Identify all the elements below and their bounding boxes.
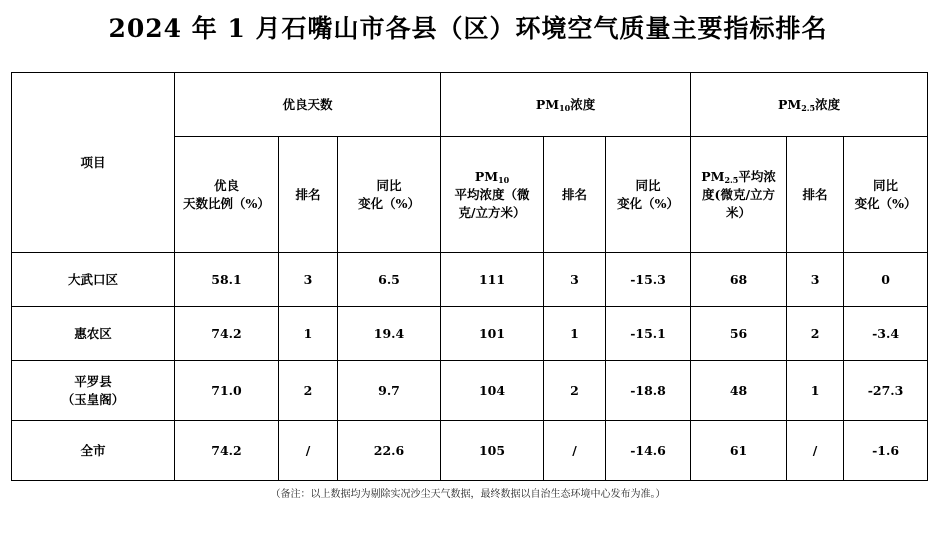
- col-pm10-yoy: [606, 137, 691, 253]
- cell-pm10-yoy: -15.3: [606, 253, 691, 307]
- row-name: 大武口区: [12, 253, 175, 307]
- col-pm10-avg: [441, 137, 544, 253]
- cell-good-yoy: 9.7: [338, 361, 441, 421]
- col-good-yoy-line2: 变化（%）: [358, 195, 420, 211]
- cell-good-ratio: 74.2: [175, 421, 279, 481]
- row-name: [12, 361, 175, 421]
- col-pm10-avg-line3: 克/立方米）: [458, 204, 526, 220]
- col-pm25-avg-tail: 平均浓: [738, 168, 776, 184]
- cell-pm10-yoy: -15.1: [606, 307, 691, 361]
- cell-good-rank: 1: [279, 307, 338, 361]
- col-pm10-avg-sub: 10: [498, 174, 510, 185]
- cell-good-ratio: 71.0: [175, 361, 279, 421]
- col-good-ratio: [175, 137, 279, 253]
- table-row: [12, 421, 928, 481]
- cell-pm10: 111: [441, 253, 544, 307]
- col-pm25-yoy: [844, 137, 928, 253]
- pm25-tail: 浓度: [815, 96, 841, 112]
- pm10-label: PM: [535, 96, 560, 112]
- cell-pm25-rank: /: [787, 421, 844, 481]
- col-good-yoy-line1: 同比: [376, 177, 402, 193]
- cell-good-ratio: 58.1: [175, 253, 279, 307]
- row-name-line1: 平罗县: [74, 373, 112, 389]
- col-pm10-yoy-line2: 变化（%）: [617, 195, 679, 211]
- pm10-tail: 浓度: [570, 96, 596, 112]
- col-pm25-avg-line2: 度(微克/立方: [702, 186, 776, 202]
- cell-pm25-yoy: -3.4: [844, 307, 928, 361]
- cell-good-rank: 3: [279, 253, 338, 307]
- row-name: 全市: [12, 421, 175, 481]
- header-group-pm10: [441, 73, 691, 137]
- cell-pm10: 104: [441, 361, 544, 421]
- cell-good-yoy: 6.5: [338, 253, 441, 307]
- cell-pm10-rank: 2: [544, 361, 606, 421]
- cell-pm25-yoy: -27.3: [844, 361, 928, 421]
- col-pm25-avg-sub: 2.5: [724, 174, 739, 185]
- table-row: [12, 361, 928, 421]
- header-group-good-days: 优良天数: [175, 73, 441, 137]
- cell-pm10-yoy: -14.6: [606, 421, 691, 481]
- page-title: 2024 年 1 月石嘴山市各县（区）环境空气质量主要指标排名: [108, 14, 828, 43]
- cell-pm10-yoy: -18.8: [606, 361, 691, 421]
- pm25-label: PM: [777, 96, 802, 112]
- table-row: [12, 307, 928, 361]
- footnote: （备注：以上数据均为剔除实况沙尘天气数据，最终数据以自治生态环境中心发布为准。）: [270, 489, 666, 500]
- col-pm25-avg: [691, 137, 787, 253]
- cell-pm10: 101: [441, 307, 544, 361]
- col-good-yoy: [338, 137, 441, 253]
- cell-pm10-rank: 3: [544, 253, 606, 307]
- cell-pm25: 61: [691, 421, 787, 481]
- col-good-rank: 排名: [279, 137, 338, 253]
- pm25-subscript: 2.5: [801, 102, 816, 113]
- cell-pm25-yoy: 0: [844, 253, 928, 307]
- row-name: 惠农区: [12, 307, 175, 361]
- cell-good-rank: /: [279, 421, 338, 481]
- col-pm25-rank: 排名: [787, 137, 844, 253]
- cell-good-yoy: 19.4: [338, 307, 441, 361]
- cell-pm25: 48: [691, 361, 787, 421]
- col-pm25-yoy-line2: 变化（%）: [854, 195, 917, 211]
- cell-pm25-rank: 1: [787, 361, 844, 421]
- col-pm25-yoy-line1: 同比: [873, 177, 899, 193]
- cell-pm10: 105: [441, 421, 544, 481]
- col-good-ratio-line1: 优良: [213, 177, 239, 193]
- col-pm25-avg-main: PM: [701, 168, 725, 184]
- cell-pm10-rank: /: [544, 421, 606, 481]
- col-pm10-avg-line2: 平均浓度（微: [454, 186, 530, 202]
- cell-pm25-rank: 2: [787, 307, 844, 361]
- cell-pm25-rank: 3: [787, 253, 844, 307]
- cell-good-ratio: 74.2: [175, 307, 279, 361]
- cell-pm25: 56: [691, 307, 787, 361]
- cell-pm25: 68: [691, 253, 787, 307]
- col-pm25-avg-line3: 米）: [726, 204, 752, 220]
- col-good-ratio-line2: 天数比例（%）: [183, 195, 270, 211]
- col-pm10-yoy-line1: 同比: [635, 177, 661, 193]
- header-item: 项目: [12, 73, 175, 253]
- air-quality-ranking-table: [11, 72, 928, 481]
- cell-good-rank: 2: [279, 361, 338, 421]
- cell-pm25-yoy: -1.6: [844, 421, 928, 481]
- header-group-pm25: [691, 73, 928, 137]
- col-pm10-rank: 排名: [544, 137, 606, 253]
- row-name-line2: （玉皇阁）: [61, 391, 125, 407]
- cell-good-yoy: 22.6: [338, 421, 441, 481]
- pm10-subscript: 10: [559, 102, 571, 113]
- table-row: [12, 253, 928, 307]
- col-pm10-avg-main: PM: [474, 168, 499, 184]
- cell-pm10-rank: 1: [544, 307, 606, 361]
